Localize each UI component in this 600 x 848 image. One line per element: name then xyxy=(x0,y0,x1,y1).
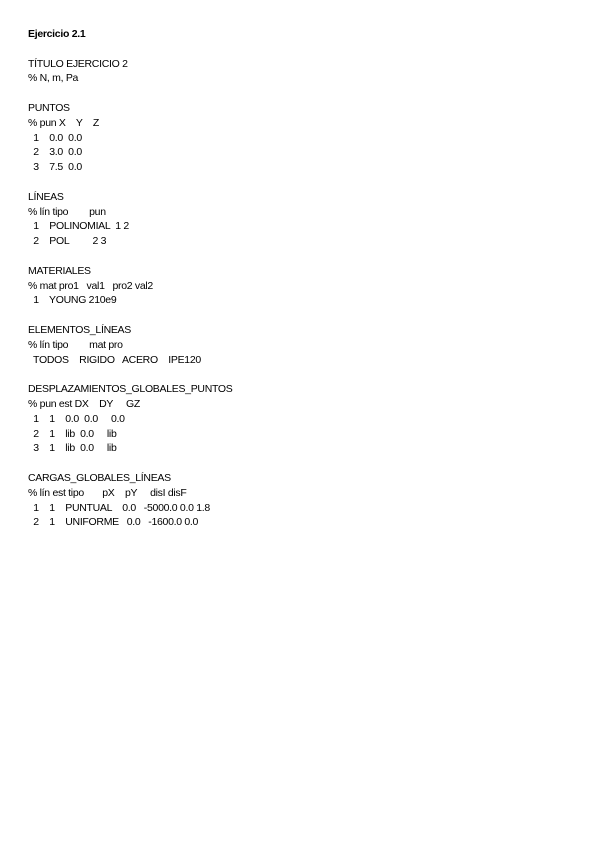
comment-line: % lín tipo mat pro xyxy=(28,338,123,351)
data-line: TODOS RIGIDO ACERO IPE120 xyxy=(28,353,201,366)
comment-line: % lín est tipo pX pY disI disF xyxy=(28,486,187,499)
section-heading: ELEMENTOS_LÍNEAS xyxy=(28,323,131,336)
data-line: 1 YOUNG 210e9 xyxy=(28,294,117,307)
data-line: 1 POLINOMIAL 1 2 xyxy=(28,220,129,233)
comment-line: % pun X Y Z xyxy=(28,116,99,129)
section-heading: PUNTOS xyxy=(28,101,70,114)
data-line: 2 1 UNIFORME 0.0 -1600.0 0.0 xyxy=(28,516,199,529)
document-title: Ejercicio 2.1 xyxy=(28,28,86,40)
spacer xyxy=(28,86,588,101)
spacer xyxy=(28,308,588,323)
block-lineas xyxy=(28,190,588,249)
data-line: 2 3.0 0.0 xyxy=(28,146,82,159)
data-line: 1 1 PUNTUAL 0.0 -5000.0 0.0 1.8 xyxy=(28,501,210,514)
data-line: 2 POL 2 3 xyxy=(28,235,107,248)
spacer xyxy=(28,42,588,57)
block-cargas xyxy=(28,471,588,530)
spacer xyxy=(28,249,588,264)
spacer xyxy=(28,367,588,382)
spacer xyxy=(28,175,588,190)
data-line: 3 7.5 0.0 xyxy=(28,161,82,174)
block-elementos-lineas xyxy=(28,323,588,367)
comment-line: % N, m, Pa xyxy=(28,72,79,85)
section-heading: TÍTULO EJERCICIO 2 xyxy=(28,57,128,70)
data-line: 1 1 0.0 0.0 0.0 xyxy=(28,412,125,425)
document-page xyxy=(28,27,588,530)
data-line: 3 1 lib 0.0 lib xyxy=(28,442,117,455)
data-line: 2 1 lib 0.0 lib xyxy=(28,427,117,440)
section-heading: DESPLAZAMIENTOS_GLOBALES_PUNTOS xyxy=(28,383,233,396)
comment-line: % mat pro1 val1 pro2 val2 xyxy=(28,279,153,292)
block-titulo xyxy=(28,57,588,87)
comment-line: % lín tipo pun xyxy=(28,205,106,218)
data-line: 1 0.0 0.0 xyxy=(28,131,82,144)
section-heading: MATERIALES xyxy=(28,264,91,277)
section-heading: CARGAS_GLOBALES_LÍNEAS xyxy=(28,471,171,484)
spacer xyxy=(28,456,588,471)
section-heading: LÍNEAS xyxy=(28,190,64,203)
block-puntos xyxy=(28,101,588,175)
block-materiales xyxy=(28,264,588,308)
block-desplazamientos xyxy=(28,382,588,456)
comment-line: % pun est DX DY GZ xyxy=(28,397,140,410)
